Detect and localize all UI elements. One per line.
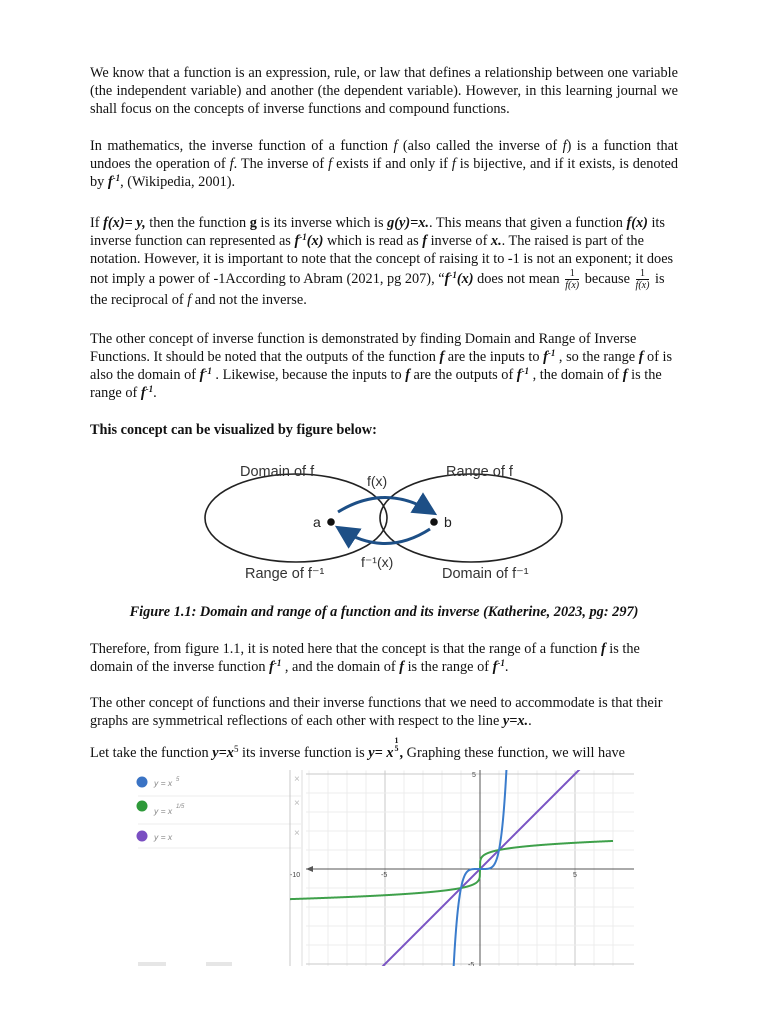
close-icon[interactable]: ×: [294, 774, 300, 785]
fraction-one-over-fx: $\frac{1}{f(x)}$: [565, 268, 580, 291]
x-tick-label-neg10: -10: [290, 872, 301, 879]
expression-exponent: 1/5: [176, 804, 185, 810]
domain-f-label: Domain of f: [240, 464, 315, 480]
plot-area[interactable]: [290, 770, 634, 966]
range-f-label: Range of f: [446, 464, 513, 480]
paragraph-symmetry: The other concept of functions and their inverse functions that we need to accommodate is that their graphs are symmetrical reflections of each other with respect to the line y=x..: [90, 695, 663, 729]
forward-function-label: f(x): [367, 473, 388, 489]
paragraph-conclusion: Therefore, from figure 1.1, it is noted here that the concept is that the range of a function f is the domain of the inverse function $f^{-1}$ , and the domain of f is the range of $f^{-1}$.: [90, 641, 640, 675]
close-icon[interactable]: ×: [294, 798, 300, 809]
figure-caption: Figure 1.1: Domain and range of a function and its inverse (Katherine, 2023, pg: 297): [129, 604, 639, 620]
function-graph-screenshot: [134, 770, 634, 966]
curve-color-icon[interactable]: [137, 831, 148, 842]
grid-lines: [290, 770, 634, 966]
close-icon[interactable]: ×: [294, 828, 300, 839]
paragraph-notation: If f(x)= y, then the function g is its inverse which is g(y)=x.. This means that given a function f(x) its inverse function can represented as $f^{-1}(x)$ which is read as f inverse of x.. The raised is part of the notation. However, it is important to note that the concept of raising it to -1 is not an exponent; it does not imply a power of -1According to Abram (2021, pg 207), “$f^{-1}(x)$ does not mean $\frac{1}{f(x)}$ because $\frac{1}{f(x)}$ is the reciprocal of f and not the inverse.: [90, 215, 674, 308]
figure-intro-heading: This concept can be visualized by figure below:: [90, 422, 377, 438]
point-b: [430, 518, 438, 526]
x-tick-label-5: 5: [573, 872, 577, 879]
y-tick-label-neg5: -5: [468, 962, 475, 966]
graph-svg: [134, 770, 634, 966]
fraction-one-over-fx-2: $\frac{1}{f(x)}$: [635, 268, 650, 291]
x-tick-label-neg5: -5: [381, 872, 388, 879]
paragraph-intro: We know that a function is an expression, rule, or law that defines a relationship between one variable (the independent variable) and another (the dependent variable). However, in this learning journal we shall focus on the concepts of inverse functions and compound functions.: [90, 65, 678, 117]
paragraph-domain-range: The other concept of inverse function is demonstrated by finding Domain and Range of Inverse Functions. It should be noted that the outputs of the function f are the inputs to $f^{-1}$ , so the range f of is also the domain of $f^{-1}$ . Likewise, because the inputs to f are the outputs of $f^{-1}$ , the domain of f is the range of $f^{-1}$.: [90, 331, 673, 401]
expression-label: y = x: [154, 832, 173, 842]
range-ellipse: [380, 474, 562, 562]
curve-color-icon[interactable]: [137, 777, 148, 788]
domain-ellipse: [205, 474, 387, 562]
y-tick-label-5: 5: [472, 772, 476, 779]
curve-color-icon[interactable]: [137, 801, 148, 812]
expression-panel: [134, 770, 302, 966]
inverse-function-label: f⁻¹(x): [361, 554, 394, 570]
domain-finv-label: Domain of f⁻¹: [442, 566, 529, 582]
domain-range-diagram: [200, 455, 570, 590]
inverse-arrow: [340, 529, 430, 544]
paragraph-inverse-definition: In mathematics, the inverse function of a function f (also called the inverse of f) is a function that undoes the operation of f. The inverse of f exists if and only if f is bijective, and if it exists, is denoted by $f^{-1}$, (Wikipedia, 2001).: [90, 138, 678, 190]
range-finv-label: Range of f⁻¹: [245, 566, 325, 582]
paragraph-example: Let take the function $y=x^5$ its inverse function is y= x 1 5 , Graphing these function, we will have: [90, 736, 626, 761]
exponent-one-fifth: 1 5: [394, 736, 399, 753]
expression-label: y = x: [154, 806, 173, 816]
expression-exponent: 5: [176, 777, 180, 783]
point-a: [327, 518, 335, 526]
expression-label: y = x: [154, 778, 173, 788]
point-a-label: a: [313, 514, 321, 530]
point-b-label: b: [444, 514, 452, 530]
